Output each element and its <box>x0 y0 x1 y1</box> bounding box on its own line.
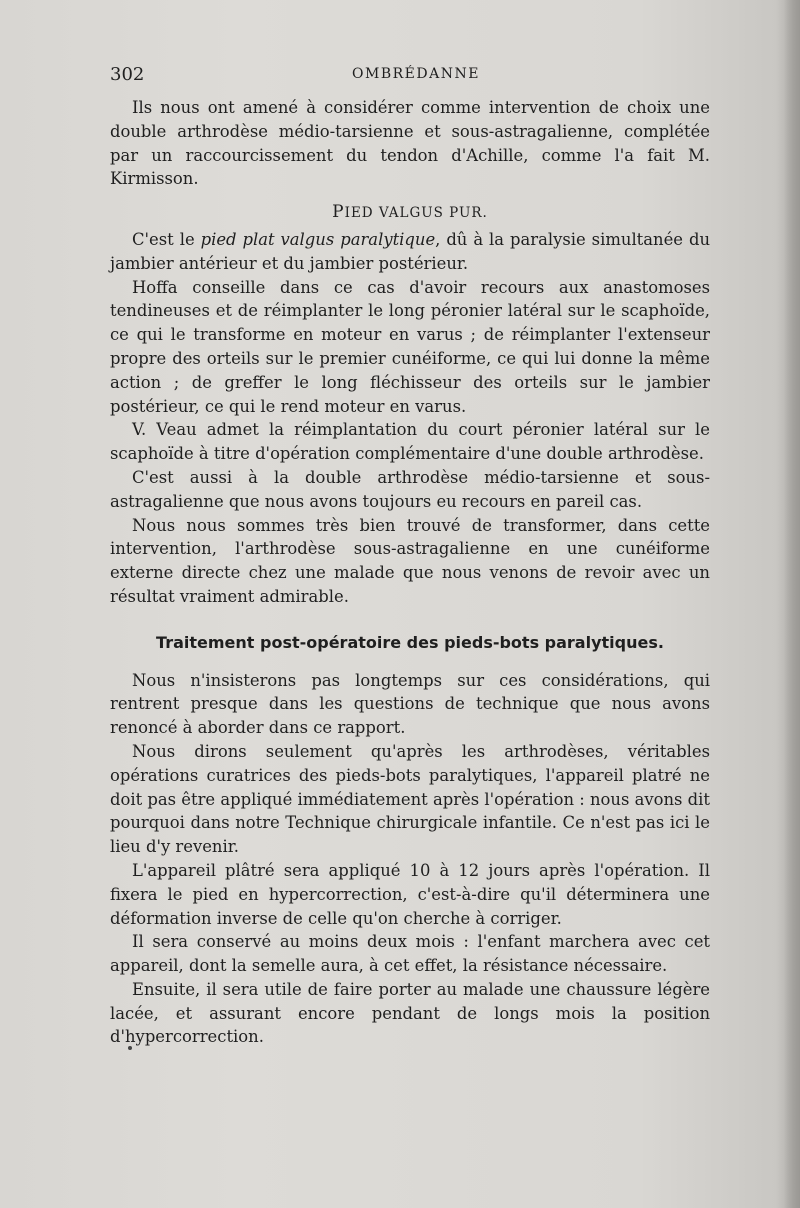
paragraph: Ils nous ont amené à considérer comme intervention de choix une double arthrodèse médio-tarsienne et sous-astragalienne, complétée par un raccourcissement du tendon d'Achille, comme l'a fait M. Kirmisson. <box>110 98 710 189</box>
section-heading-initial: P <box>332 202 345 223</box>
paragraph-text: , dû à la paralysie simultanée du jambier antérieur et du jambier postérieur. <box>110 229 710 273</box>
ink-speck <box>128 1046 132 1050</box>
paragraph: Nous dirons seulement qu'après les arthrodèses, véritables opérations curatrices des pieds-bots paralytiques, l'appareil platré ne doit pas être appliqué immédiatement après l'opération : nous avons dit pourquoi dans notre Technique chirurgicale infantile. Ce n'est pas ici le lieu d'y revenir. <box>110 741 710 857</box>
section-heading-traitement: Traitement post-opératoire des pieds-bots paralytiques. <box>156 632 664 652</box>
page-edge-shadow <box>784 0 800 1208</box>
section-heading-rest: IED VALGUS PUR. <box>344 205 488 222</box>
paragraph: C'est aussi à la double arthrodèse médio-tarsienne et sous-astragalienne que nous avons toujours eu recours en pareil cas. <box>110 467 710 511</box>
running-head <box>110 64 710 88</box>
main-text <box>110 96 710 1049</box>
page-number: 302 <box>110 64 145 85</box>
paragraph-text: C'est le <box>132 229 201 249</box>
paragraph: Nous nous sommes très bien trouvé de transformer, dans cette intervention, l'arthrodèse sous-astragalienne en une cunéiforme externe directe chez une malade que nous venons de revoir avec un résultat vraiment admirable. <box>110 515 710 606</box>
paragraph: Hoffa conseille dans ce cas d'avoir recours aux anastomoses tendineuses et de réimplanter le long péronier latéral sur le scaphoïde, ce qui le transforme en moteur en varus ; de réimplanter l'extenseur propre des orteils sur le premier cunéiforme, ce qui lui donne la même action ; de greffer le long fléchisseur des orteils sur le jambier postérieur, ce qui le rend moteur en varus. <box>110 277 710 416</box>
section-heading-pied-valgus <box>110 201 710 226</box>
italic-term: pied plat valgus paralytique <box>200 229 436 249</box>
paragraph: Nous n'insisterons pas longtemps sur ces considérations, qui rentrent presque dans les questions de technique que nous avons renoncé à aborder dans ce rapport. <box>110 670 710 738</box>
paragraph <box>110 228 710 276</box>
running-title: OMBRÉDANNE <box>352 66 480 82</box>
paragraph: Ensuite, il sera utile de faire porter au malade une chaussure légère lacée, et assurant encore pendant de longs mois la position d'hypercorrection. <box>110 979 710 1047</box>
paragraph: Il sera conservé au moins deux mois : l'enfant marchera avec cet appareil, dont la semelle aura, à cet effet, la résistance nécessaire. <box>110 932 710 976</box>
paragraph: L'appareil plâtré sera appliqué 10 à 12 jours après l'opération. Il fixera le pied en hypercorrection, c'est-à-dire qu'il déterminera une déformation inverse de celle qu'on cherche à corriger. <box>110 860 710 928</box>
paragraph: V. Veau admet la réimplantation du court péronier latéral sur le scaphoïde à titre d'opération complémentaire d'une double arthrodèse. <box>110 420 710 464</box>
